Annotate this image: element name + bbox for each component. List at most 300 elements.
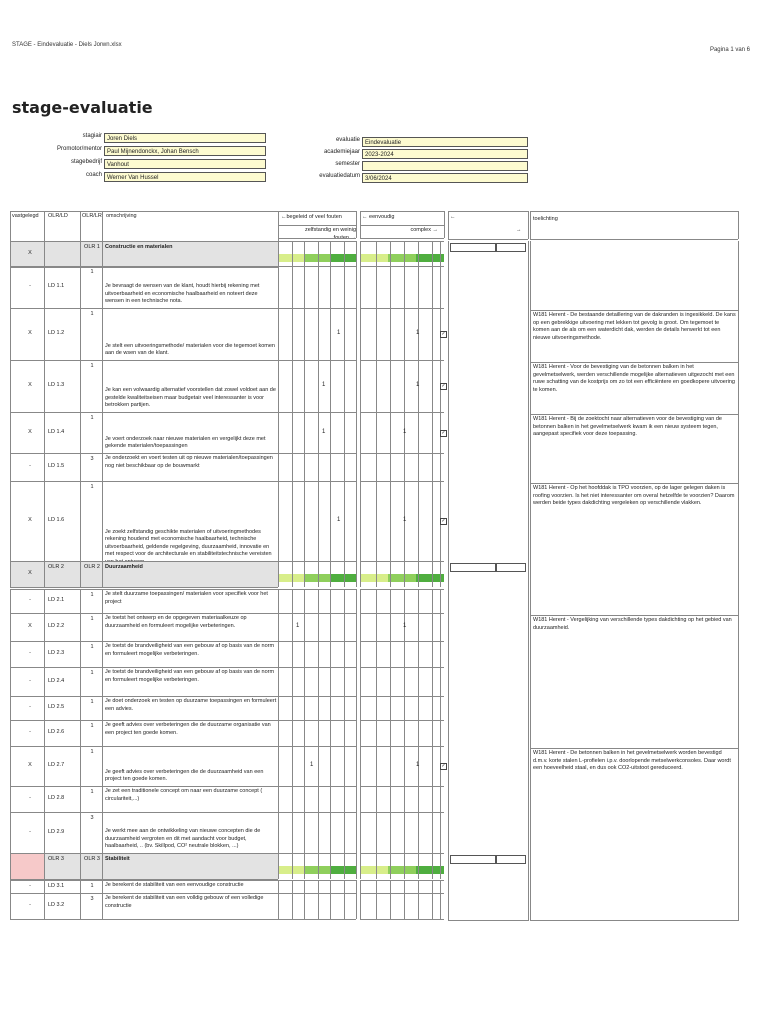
info-label: semester	[335, 161, 360, 167]
grid-line-v	[318, 812, 319, 853]
checkbox-icon[interactable]: ✓	[441, 383, 446, 389]
grid-line-v	[44, 241, 45, 267]
grid-line-v	[360, 786, 361, 812]
grid-line-v	[404, 241, 405, 267]
grid-line-v	[304, 613, 305, 641]
grid-line-v	[376, 667, 377, 696]
grid-line-h	[278, 561, 356, 562]
grid-line-v	[376, 561, 377, 587]
grid-line-h	[360, 589, 444, 590]
grid-line-v	[440, 589, 441, 613]
grid-line-v	[102, 561, 103, 587]
grid-line-v	[390, 561, 391, 587]
score-scale1: 1	[337, 517, 341, 523]
header-olr-lr: OLR/LR	[82, 213, 102, 219]
ld-id: LD 1.5	[48, 463, 65, 469]
grid-line-h	[360, 238, 444, 239]
grid-line-h	[10, 853, 278, 854]
info-label: coach	[85, 172, 102, 178]
grid-line-v	[440, 853, 441, 879]
vastgelegd-cell: -	[29, 729, 31, 735]
grid-line-v	[390, 266, 391, 308]
grid-line-v	[344, 481, 345, 561]
grid-line-v	[390, 667, 391, 696]
info-label: Promotor/mentor	[56, 146, 102, 152]
scale3-field[interactable]	[496, 563, 526, 572]
grid-line-v	[318, 720, 319, 746]
green-scale-segment	[360, 254, 374, 262]
ld-description: Je berekent de stabiliteit van een volldig gebouw of een volledige constructie	[105, 895, 264, 909]
grid-line-h	[10, 267, 278, 268]
grid-line-v	[292, 641, 293, 667]
grid-line-v	[360, 412, 361, 453]
grid-line-v	[376, 412, 377, 453]
grid-line-v	[44, 211, 45, 241]
grid-line-v	[418, 667, 419, 696]
grid-line-v	[376, 720, 377, 746]
grid-line-v	[432, 880, 433, 893]
checkbox-icon[interactable]: ✓	[441, 763, 446, 769]
score-scale2: 1	[403, 428, 407, 435]
scale3-field[interactable]	[496, 855, 526, 864]
ld-description: Je berekent de stabiliteit van een eenvoudige constructie	[105, 882, 244, 888]
ld-id: LD 2.9	[48, 828, 65, 835]
grid-line-v	[356, 786, 357, 812]
grid-line-v	[318, 412, 319, 453]
grid-line-v	[376, 746, 377, 786]
checkbox-icon[interactable]: ✓	[441, 518, 446, 524]
ld-description: Je stelt een uitvoeringsmethode/ materialen voor die tegemoet komen aan de wsen van de klant.	[105, 342, 275, 357]
grid-line-v	[360, 266, 361, 308]
ld-id: LD 2.4	[48, 677, 65, 684]
score-scale2: 1	[416, 330, 420, 336]
grid-line-h	[360, 360, 444, 361]
info-field[interactable]: Werner Van Hussel	[104, 172, 266, 182]
grid-line-v	[344, 308, 345, 360]
checkbox-icon[interactable]: ✓	[441, 429, 446, 436]
grid-line-v	[376, 812, 377, 853]
info-field[interactable]: 3/06/2024	[362, 173, 528, 183]
grid-line-v	[102, 360, 103, 412]
ld-description: Je voert onderzoek naar nieuwe materialen en vergelijkt deze met gekende materialen/toepassingen	[105, 435, 266, 450]
score-scale1: 1	[322, 382, 326, 388]
grid-line-v	[330, 241, 331, 267]
grid-line-v	[318, 667, 319, 696]
grid-line-h	[10, 241, 278, 242]
grid-line-h	[530, 748, 738, 749]
grid-line-v	[278, 812, 279, 853]
grid-line-v	[10, 853, 11, 879]
grid-line-v	[432, 613, 433, 641]
grid-line-h	[278, 211, 356, 212]
grid-line-h	[10, 561, 278, 562]
grid-line-v	[356, 853, 357, 879]
ld-id: LD 1.6	[48, 517, 65, 523]
olr-lr-cell: OLR 2	[84, 564, 100, 570]
grid-line-v	[102, 241, 103, 267]
grid-line-v	[10, 696, 11, 720]
grid-line-v	[390, 360, 391, 412]
grid-line-v	[44, 720, 45, 746]
grid-line-v	[278, 893, 279, 919]
grid-line-h	[278, 225, 356, 226]
grid-line-v	[10, 308, 11, 360]
grid-line-v	[278, 453, 279, 481]
grid-line-v	[330, 812, 331, 853]
grid-line-v	[344, 893, 345, 919]
grid-line-v	[376, 893, 377, 919]
grid-line-h	[10, 786, 278, 787]
vastgelegd-cell: X	[28, 762, 32, 768]
grid-line-v	[356, 561, 357, 587]
grid-line-v	[330, 266, 331, 308]
green-scale-segment	[304, 866, 317, 874]
grid-line-v	[360, 561, 361, 587]
ld-description: Je bevraagt de wensen van de klant, houdt hierbij rekening met uitvoerbaarheid en economische haalbaarheid en noteert deze wensen in een technische nota.	[105, 283, 260, 305]
grid-line-v	[304, 746, 305, 786]
grid-line-v	[44, 412, 45, 453]
grid-line-v	[330, 412, 331, 453]
grid-line-v	[330, 696, 331, 720]
olr-lr-cell: 1	[90, 789, 94, 795]
grid-line-v	[376, 360, 377, 412]
grid-line-v	[356, 211, 357, 238]
grid-line-v	[432, 853, 433, 879]
grid-line-v	[102, 266, 103, 308]
grid-line-v	[102, 746, 103, 786]
grid-line-v	[10, 613, 11, 641]
info-field[interactable]: Vanhout	[104, 159, 266, 169]
grid-line-v	[440, 880, 441, 893]
grid-line-v	[292, 667, 293, 696]
olr-lr-cell: 1	[90, 311, 94, 317]
grid-line-v	[304, 589, 305, 613]
grid-line-v	[418, 880, 419, 893]
grid-line-v	[404, 561, 405, 587]
toelichting-text: W181 Herent - Op het hoofddak is TPO voorzien, op de lager gelegen daken is roofing voorzien. Is het niet interessanter om overal hetzelfde te voorzien? Daarom werden beide types dakdichting vergeleken op verschillende vlakken.	[533, 485, 735, 507]
grid-line-v	[356, 667, 357, 696]
grid-line-v	[432, 812, 433, 853]
grid-line-v	[444, 211, 445, 238]
grid-line-v	[432, 746, 433, 786]
grid-line-v	[344, 589, 345, 613]
olr-lr-cell: 1	[90, 699, 94, 705]
grid-line-h	[360, 225, 444, 226]
grid-line-v	[44, 360, 45, 412]
grid-line-v	[432, 453, 433, 481]
grid-line-h	[448, 920, 528, 921]
grid-line-v	[102, 641, 103, 667]
grid-line-v	[404, 266, 405, 308]
grid-line-v	[330, 308, 331, 360]
grid-line-v	[440, 641, 441, 667]
grid-line-v	[344, 360, 345, 412]
grid-line-v	[344, 880, 345, 893]
vastgelegd-cell: -	[29, 283, 31, 289]
ld-description: Je toetst het ontwerp en de opgegeven materiaalkeuze op duurzaamheid en formuleert mogelijke verbeteringen.	[105, 615, 247, 629]
grid-line-v	[304, 412, 305, 453]
vastgelegd-cell: -	[29, 704, 31, 710]
grid-line-v	[390, 412, 391, 453]
grid-line-v	[356, 412, 357, 453]
toelichting-text: W181 Herent - De betonnen balken in het gevelmetselwerk worden bevestigd d.m.v. korte stalen L-profielen i.p.v. doorlopende metselwerkconsoles. Daar wordt een hoeveelheid staal, en dus ook CO2-uitstoot gereduceerd.	[533, 750, 731, 772]
info-field[interactable]: Joren Diels	[104, 133, 266, 143]
vastgelegd-cell: X	[28, 623, 32, 629]
grid-line-v	[102, 720, 103, 746]
green-scale-segment	[360, 866, 374, 874]
grid-line-v	[292, 746, 293, 786]
olr-lr-cell: OLR 1	[84, 244, 100, 250]
grid-line-h	[278, 266, 356, 267]
grid-line-v	[404, 893, 405, 919]
grid-line-v	[318, 746, 319, 786]
grid-line-v	[390, 241, 391, 267]
grid-line-h	[278, 667, 356, 668]
grid-line-h	[530, 362, 738, 363]
toelichting-text: W181 Herent - Voor de bevestiging van de betonnen balken in het gevelmetselwerk, werden verschillende mogelijke alternatieven uitgezocht met een ruwe schatting van de kostprijs om zo tot een efficiëntere en goedkopere uitvoering te komen.	[533, 364, 735, 393]
grid-line-v	[404, 812, 405, 853]
grid-line-v	[292, 360, 293, 412]
ld-description: Je stelt duurzame toepassingen/ materialen voor specifiek voor het project	[105, 591, 268, 605]
grid-line-v	[360, 720, 361, 746]
vastgelegd-cell: X	[28, 382, 32, 388]
grid-line-v	[432, 481, 433, 561]
grid-line-v	[10, 412, 11, 453]
vastgelegd-cell: X	[28, 570, 32, 576]
grid-line-v	[330, 641, 331, 667]
grid-line-v	[318, 893, 319, 919]
info-field[interactable]: 2023-2024	[362, 149, 528, 159]
vastgelegd-cell: -	[29, 597, 31, 603]
grid-line-v	[330, 880, 331, 893]
grid-line-v	[440, 613, 441, 641]
grid-line-v	[330, 360, 331, 412]
grid-line-h	[10, 919, 278, 920]
grid-line-v	[44, 880, 45, 893]
grid-line-v	[344, 667, 345, 696]
grid-line-h	[10, 360, 278, 361]
grid-line-v	[304, 720, 305, 746]
grid-line-v	[440, 893, 441, 919]
grid-line-v	[304, 786, 305, 812]
grid-line-v	[44, 853, 45, 879]
grid-line-v	[360, 880, 361, 893]
grid-line-v	[304, 853, 305, 879]
grid-line-v	[44, 667, 45, 696]
grid-line-v	[404, 786, 405, 812]
vastgelegd-cell: -	[29, 795, 31, 801]
grid-line-v	[418, 853, 419, 879]
grid-line-v	[278, 589, 279, 613]
grid-line-v	[344, 613, 345, 641]
ld-description: Je onderzoekt en voert testen uit op nieuwe materialen/toepassingen nog niet beschikbaar op de bouwmarkt	[105, 455, 273, 469]
grid-line-h	[530, 211, 738, 212]
grid-line-v	[376, 266, 377, 308]
grid-line-h	[278, 893, 356, 894]
grid-line-v	[404, 453, 405, 481]
grid-line-v	[390, 481, 391, 561]
grid-line-h	[278, 613, 356, 614]
page-number: Pagina 1 van 6	[709, 47, 750, 53]
grid-line-v	[10, 481, 11, 561]
grid-line-h	[278, 412, 356, 413]
grid-line-v	[278, 667, 279, 696]
grid-line-v	[330, 746, 331, 786]
grid-line-v	[292, 589, 293, 613]
grid-line-v	[318, 880, 319, 893]
info-label: evaluatie	[335, 137, 360, 143]
grid-line-v	[10, 266, 11, 308]
grid-line-v	[318, 786, 319, 812]
grid-line-v	[292, 720, 293, 746]
grid-line-v	[278, 641, 279, 667]
grid-line-v	[330, 481, 331, 561]
grid-line-v	[292, 696, 293, 720]
ld-id: LD 1.4	[48, 428, 65, 435]
grid-line-h	[278, 238, 356, 239]
vastgelegd-cell: -	[29, 882, 31, 889]
ld-description: Je geeft advies over verbeteringen die de duurzaamheid van een project ten goede komen.	[105, 768, 264, 783]
grid-line-v	[440, 453, 441, 481]
grid-line-v	[432, 786, 433, 812]
scale3-field[interactable]	[496, 243, 526, 252]
grid-line-v	[278, 412, 279, 453]
grid-line-v	[418, 641, 419, 667]
grid-line-v	[418, 696, 419, 720]
olr-id: OLR 2	[48, 564, 64, 570]
grid-line-v	[376, 589, 377, 613]
grid-line-v	[102, 853, 103, 879]
grid-line-h	[10, 720, 278, 721]
grid-line-v	[344, 786, 345, 812]
olr-title: Duurzaamheid	[105, 564, 143, 570]
grid-line-v	[376, 641, 377, 667]
info-field[interactable]: Eindevaluatie	[362, 137, 528, 147]
grid-line-h	[448, 239, 528, 240]
grid-line-v	[318, 853, 319, 879]
scale3-field[interactable]	[450, 563, 496, 572]
scale3-field[interactable]	[450, 243, 496, 252]
grid-line-v	[102, 696, 103, 720]
grid-line-v	[304, 481, 305, 561]
vastgelegd-cell: -	[29, 677, 31, 684]
grid-line-v	[356, 720, 357, 746]
grid-line-v	[360, 812, 361, 853]
scale3-field[interactable]	[450, 855, 496, 864]
grid-line-h	[278, 308, 356, 309]
grid-line-v	[390, 746, 391, 786]
grid-line-v	[360, 893, 361, 919]
grid-line-v	[344, 746, 345, 786]
header-vastgelegd: vastgelegd	[12, 213, 39, 219]
grid-line-h	[360, 812, 444, 813]
grid-line-v	[344, 453, 345, 481]
score-scale1: 1	[337, 330, 341, 336]
header-omschrijving: omschrijving	[106, 213, 137, 219]
grid-line-v	[10, 720, 11, 746]
olr-lr-cell: 1	[90, 415, 94, 421]
grid-line-h	[530, 920, 738, 921]
grid-line-v	[304, 561, 305, 587]
checkbox-icon[interactable]: ✓	[441, 331, 446, 337]
grid-line-v	[356, 589, 357, 613]
header-scale1-top: ←begeleid of veel fouten	[281, 214, 342, 220]
grid-line-v	[278, 211, 279, 238]
grid-line-h	[10, 266, 278, 267]
grid-line-v	[292, 481, 293, 561]
grid-line-v	[440, 667, 441, 696]
grid-line-v	[318, 241, 319, 267]
grid-line-v	[432, 308, 433, 360]
grid-line-v	[390, 453, 391, 481]
vastgelegd-cell: -	[29, 463, 31, 469]
olr-lr-cell: 3	[90, 456, 94, 462]
grid-line-v	[318, 453, 319, 481]
header-scale2-top: ← eenvoudig	[362, 214, 395, 220]
grid-line-h	[360, 453, 444, 454]
grid-line-h	[10, 880, 278, 881]
grid-line-v	[44, 641, 45, 667]
grid-line-v	[404, 308, 405, 360]
grid-line-v	[440, 786, 441, 812]
grid-line-v	[304, 266, 305, 308]
grid-line-h	[278, 241, 356, 242]
header-scale3-left: ←	[450, 214, 456, 220]
grid-line-v	[10, 360, 11, 412]
grid-line-h	[278, 589, 356, 590]
grid-line-v	[278, 266, 279, 308]
grid-line-h	[10, 641, 278, 642]
header-olr-ld: OLR/LD	[48, 213, 68, 219]
grid-line-v	[738, 211, 739, 239]
grid-line-h	[360, 561, 444, 562]
grid-line-v	[390, 720, 391, 746]
ld-description: Je toetst de brandveiligheid van een gebouw af op basis van de norm en formuleert mogelijke verbeteringen.	[105, 669, 275, 683]
grid-line-v	[278, 308, 279, 360]
ld-description: Je geeft advies over verbeteringen die de duurzame organisatie van een project ten goede komen.	[105, 722, 271, 736]
grid-line-v	[292, 453, 293, 481]
grid-line-v	[404, 880, 405, 893]
grid-line-v	[278, 880, 279, 893]
ld-id: LD 1.3	[48, 382, 65, 388]
grid-line-v	[356, 360, 357, 412]
grid-line-v	[10, 211, 11, 241]
grid-line-h	[530, 414, 738, 415]
grid-line-h	[278, 720, 356, 721]
grid-line-v	[292, 812, 293, 853]
grid-line-v	[356, 453, 357, 481]
grid-line-v	[292, 308, 293, 360]
grid-line-h	[10, 746, 278, 747]
grid-line-v	[330, 853, 331, 879]
grid-line-v	[330, 786, 331, 812]
grid-line-v	[80, 241, 81, 267]
info-field[interactable]: Paul Mijnendonckx, Johan Bensch	[104, 146, 266, 156]
grid-line-v	[10, 786, 11, 812]
grid-line-v	[390, 589, 391, 613]
grid-line-v	[318, 696, 319, 720]
olr-lr-cell: 1	[90, 616, 94, 622]
grid-line-v	[102, 812, 103, 853]
grid-line-h	[278, 853, 356, 854]
grid-line-v	[10, 453, 11, 481]
grid-line-v	[390, 893, 391, 919]
grid-line-v	[102, 412, 103, 453]
score-scale1: 1	[296, 623, 300, 629]
grid-line-v	[102, 880, 103, 893]
grid-line-v	[44, 613, 45, 641]
grid-line-v	[390, 812, 391, 853]
